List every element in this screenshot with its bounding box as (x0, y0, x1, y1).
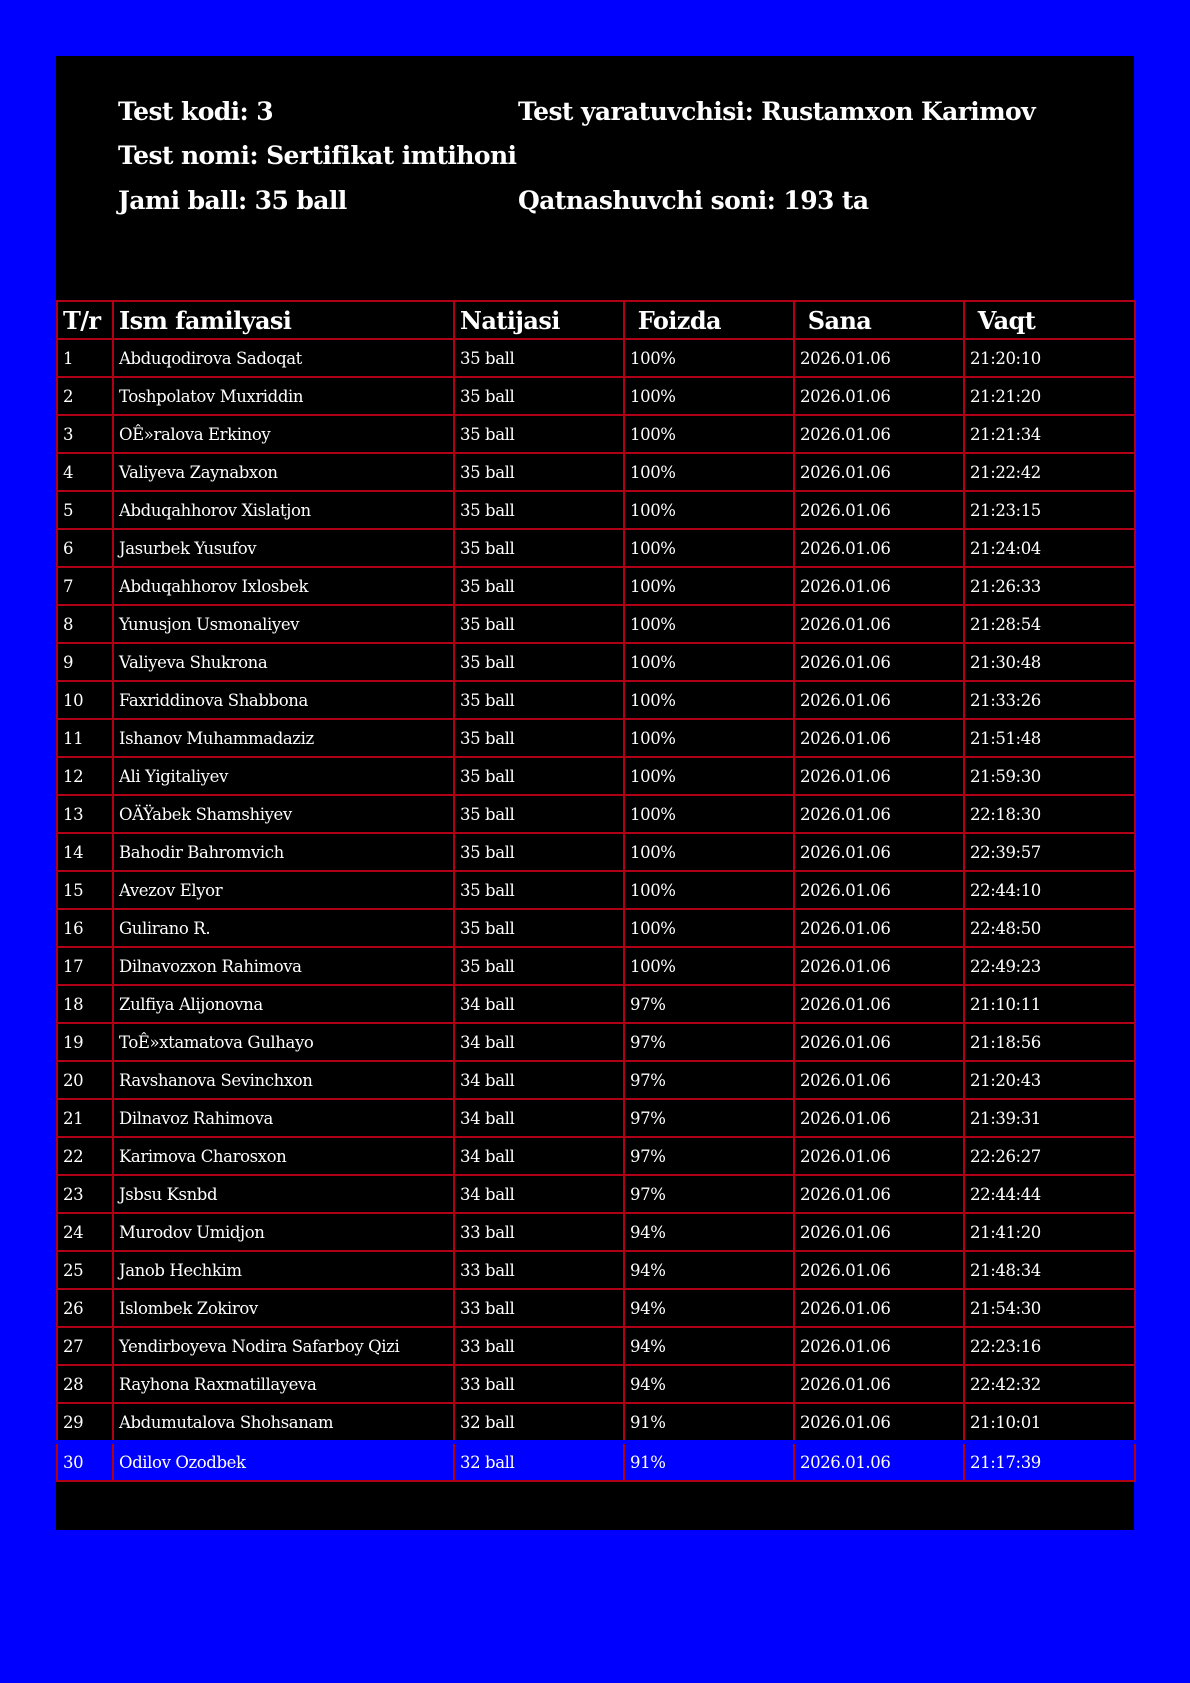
header-result: Natijasi (454, 301, 624, 339)
cell-full-name: Zulfiya Alijonovna (113, 985, 454, 1023)
cell-index: 24 (57, 1213, 113, 1251)
cell-date: 2026.01.06 (794, 795, 964, 833)
table-row (57, 795, 1135, 833)
cell-index: 25 (57, 1251, 113, 1289)
cell-index: 8 (57, 605, 113, 643)
table-row (57, 1175, 1135, 1213)
cell-percent: 97% (624, 1137, 794, 1175)
cell-date: 2026.01.06 (794, 947, 964, 985)
cell-date: 2026.01.06 (794, 985, 964, 1023)
cell-time: 22:18:30 (964, 795, 1135, 833)
cell-percent: 100% (624, 681, 794, 719)
cell-time: 22:26:27 (964, 1137, 1135, 1175)
cell-time: 21:51:48 (964, 719, 1135, 757)
cell-result: 33 ball (454, 1327, 624, 1365)
cell-full-name: Dilnavoz Rahimova (113, 1099, 454, 1137)
cell-date: 2026.01.06 (794, 491, 964, 529)
cell-index: 14 (57, 833, 113, 871)
cell-index: 18 (57, 985, 113, 1023)
cell-full-name: Dilnavozxon Rahimova (113, 947, 454, 985)
cell-index: 1 (57, 339, 113, 377)
cell-full-name: Yendirboyeva Nodira Safarboy Qizi (113, 1327, 454, 1365)
cell-time: 21:10:01 (964, 1403, 1135, 1442)
cell-result: 35 ball (454, 719, 624, 757)
cell-result: 35 ball (454, 491, 624, 529)
cell-result: 34 ball (454, 1175, 624, 1213)
cell-result: 35 ball (454, 681, 624, 719)
cell-date: 2026.01.06 (794, 1213, 964, 1251)
cell-percent: 100% (624, 415, 794, 453)
table-row (57, 871, 1135, 909)
cell-index: 23 (57, 1175, 113, 1213)
test-author: Test yaratuvchisi: Rustamxon Karimov (518, 97, 1036, 126)
table-row (57, 415, 1135, 453)
cell-time: 21:20:10 (964, 339, 1135, 377)
cell-index: 30 (57, 1442, 113, 1481)
test-code: Test kodi: 3 (118, 97, 274, 126)
cell-date: 2026.01.06 (794, 1175, 964, 1213)
cell-full-name: Avezov Elyor (113, 871, 454, 909)
table-row (57, 339, 1135, 377)
cell-full-name: Ali Yigitaliyev (113, 757, 454, 795)
table-row (57, 1403, 1135, 1442)
cell-result: 35 ball (454, 415, 624, 453)
cell-full-name: Jsbsu Ksnbd (113, 1175, 454, 1213)
test-info (118, 96, 1078, 276)
cell-result: 33 ball (454, 1289, 624, 1327)
cell-percent: 100% (624, 529, 794, 567)
cell-full-name: Gulirano R. (113, 909, 454, 947)
cell-result: 35 ball (454, 339, 624, 377)
cell-index: 2 (57, 377, 113, 415)
cell-index: 6 (57, 529, 113, 567)
table-row (57, 757, 1135, 795)
cell-result: 35 ball (454, 605, 624, 643)
cell-index: 20 (57, 1061, 113, 1099)
cell-date: 2026.01.06 (794, 1442, 964, 1481)
table-row (57, 833, 1135, 871)
table-row (57, 453, 1135, 491)
cell-index: 7 (57, 567, 113, 605)
cell-percent: 97% (624, 985, 794, 1023)
cell-time: 21:33:26 (964, 681, 1135, 719)
cell-index: 4 (57, 453, 113, 491)
cell-result: 35 ball (454, 643, 624, 681)
cell-result: 35 ball (454, 453, 624, 491)
table-row (57, 377, 1135, 415)
cell-percent: 94% (624, 1289, 794, 1327)
cell-percent: 97% (624, 1099, 794, 1137)
table-row (57, 681, 1135, 719)
cell-full-name: Valiyeva Zaynabxon (113, 453, 454, 491)
cell-time: 21:22:42 (964, 453, 1135, 491)
cell-result: 35 ball (454, 871, 624, 909)
cell-time: 21:39:31 (964, 1099, 1135, 1137)
test-name: Test nomi: Sertifikat imtihoni (118, 141, 517, 170)
cell-full-name: Abduqahhorov Xislatjon (113, 491, 454, 529)
cell-result: 32 ball (454, 1403, 624, 1442)
cell-percent: 100% (624, 909, 794, 947)
cell-index: 12 (57, 757, 113, 795)
table-row (57, 1099, 1135, 1137)
table-row (57, 529, 1135, 567)
cell-result: 34 ball (454, 1099, 624, 1137)
cell-date: 2026.01.06 (794, 1365, 964, 1403)
table-row (57, 1289, 1135, 1327)
cell-date: 2026.01.06 (794, 871, 964, 909)
cell-result: 35 ball (454, 795, 624, 833)
cell-index: 28 (57, 1365, 113, 1403)
cell-percent: 94% (624, 1327, 794, 1365)
cell-percent: 100% (624, 453, 794, 491)
header-date: Sana (794, 301, 964, 339)
cell-full-name: Karimova Charosxon (113, 1137, 454, 1175)
table-row (57, 719, 1135, 757)
cell-date: 2026.01.06 (794, 909, 964, 947)
cell-index: 21 (57, 1099, 113, 1137)
cell-index: 5 (57, 491, 113, 529)
cell-result: 35 ball (454, 757, 624, 795)
cell-full-name: Abduqodirova Sadoqat (113, 339, 454, 377)
cell-time: 22:23:16 (964, 1327, 1135, 1365)
cell-full-name: Ravshanova Sevinchxon (113, 1061, 454, 1099)
header-time: Vaqt (964, 301, 1135, 339)
cell-percent: 100% (624, 757, 794, 795)
cell-time: 21:54:30 (964, 1289, 1135, 1327)
cell-full-name: Janob Hechkim (113, 1251, 454, 1289)
cell-percent: 100% (624, 947, 794, 985)
cell-time: 21:21:20 (964, 377, 1135, 415)
cell-full-name: Odilov Ozodbek (113, 1442, 454, 1481)
cell-date: 2026.01.06 (794, 1099, 964, 1137)
table-row (57, 491, 1135, 529)
cell-percent: 91% (624, 1442, 794, 1481)
table-row (57, 643, 1135, 681)
cell-percent: 100% (624, 377, 794, 415)
cell-time: 21:17:39 (964, 1442, 1135, 1481)
table-row (57, 1365, 1135, 1403)
cell-full-name: Bahodir Bahromvich (113, 833, 454, 871)
cell-date: 2026.01.06 (794, 567, 964, 605)
cell-date: 2026.01.06 (794, 377, 964, 415)
table-row (57, 1251, 1135, 1289)
cell-percent: 97% (624, 1175, 794, 1213)
cell-time: 21:24:04 (964, 529, 1135, 567)
cell-percent: 94% (624, 1213, 794, 1251)
cell-full-name: Abduqahhorov Ixlosbek (113, 567, 454, 605)
cell-result: 35 ball (454, 567, 624, 605)
table-row (57, 1213, 1135, 1251)
cell-date: 2026.01.06 (794, 1403, 964, 1442)
table-row (57, 567, 1135, 605)
cell-date: 2026.01.06 (794, 415, 964, 453)
cell-full-name: Jasurbek Yusufov (113, 529, 454, 567)
cell-percent: 91% (624, 1403, 794, 1442)
table-row (57, 1023, 1135, 1061)
cell-date: 2026.01.06 (794, 1289, 964, 1327)
cell-percent: 100% (624, 833, 794, 871)
cell-date: 2026.01.06 (794, 757, 964, 795)
participant-count: Qatnashuvchi soni: 193 ta (518, 186, 869, 215)
cell-date: 2026.01.06 (794, 1137, 964, 1175)
header-full-name: Ism familyasi (113, 301, 454, 339)
cell-result: 33 ball (454, 1213, 624, 1251)
cell-percent: 100% (624, 719, 794, 757)
cell-time: 21:10:11 (964, 985, 1135, 1023)
cell-date: 2026.01.06 (794, 605, 964, 643)
cell-percent: 100% (624, 339, 794, 377)
cell-date: 2026.01.06 (794, 1327, 964, 1365)
cell-result: 35 ball (454, 909, 624, 947)
cell-time: 21:21:34 (964, 415, 1135, 453)
table-row (57, 1442, 1135, 1481)
cell-date: 2026.01.06 (794, 833, 964, 871)
cell-result: 32 ball (454, 1442, 624, 1481)
cell-percent: 100% (624, 643, 794, 681)
cell-result: 34 ball (454, 1023, 624, 1061)
cell-full-name: Islombek Zokirov (113, 1289, 454, 1327)
cell-date: 2026.01.06 (794, 529, 964, 567)
cell-full-name: Yunusjon Usmonaliyev (113, 605, 454, 643)
cell-percent: 94% (624, 1365, 794, 1403)
cell-date: 2026.01.06 (794, 339, 964, 377)
cell-time: 21:48:34 (964, 1251, 1135, 1289)
cell-index: 10 (57, 681, 113, 719)
cell-time: 22:48:50 (964, 909, 1135, 947)
cell-full-name: Valiyeva Shukrona (113, 643, 454, 681)
cell-percent: 97% (624, 1061, 794, 1099)
cell-date: 2026.01.06 (794, 1061, 964, 1099)
cell-percent: 100% (624, 491, 794, 529)
cell-date: 2026.01.06 (794, 1023, 964, 1061)
table-row (57, 605, 1135, 643)
cell-result: 35 ball (454, 833, 624, 871)
cell-percent: 97% (624, 1023, 794, 1061)
cell-index: 15 (57, 871, 113, 909)
cell-result: 35 ball (454, 529, 624, 567)
table-row (57, 947, 1135, 985)
table-row (57, 1061, 1135, 1099)
cell-time: 22:44:10 (964, 871, 1135, 909)
header-percent: Foizda (624, 301, 794, 339)
cell-percent: 100% (624, 567, 794, 605)
cell-percent: 100% (624, 795, 794, 833)
cell-index: 27 (57, 1327, 113, 1365)
cell-time: 22:49:23 (964, 947, 1135, 985)
cell-index: 22 (57, 1137, 113, 1175)
table-row (57, 1327, 1135, 1365)
total-score: Jami ball: 35 ball (118, 186, 347, 215)
cell-percent: 94% (624, 1251, 794, 1289)
cell-time: 21:18:56 (964, 1023, 1135, 1061)
cell-full-name: OÄŸabek Shamshiyev (113, 795, 454, 833)
cell-time: 21:41:20 (964, 1213, 1135, 1251)
cell-result: 35 ball (454, 377, 624, 415)
cell-full-name: Rayhona Raxmatillayeva (113, 1365, 454, 1403)
header-index: T/r (57, 301, 113, 339)
cell-index: 9 (57, 643, 113, 681)
cell-index: 19 (57, 1023, 113, 1061)
cell-date: 2026.01.06 (794, 719, 964, 757)
cell-full-name: Toshpolatov Muxriddin (113, 377, 454, 415)
cell-full-name: Abdumutalova Shohsanam (113, 1403, 454, 1442)
cell-date: 2026.01.06 (794, 643, 964, 681)
cell-index: 26 (57, 1289, 113, 1327)
cell-date: 2026.01.06 (794, 453, 964, 491)
cell-time: 22:44:44 (964, 1175, 1135, 1213)
cell-full-name: Murodov Umidjon (113, 1213, 454, 1251)
cell-percent: 100% (624, 871, 794, 909)
table-row (57, 1137, 1135, 1175)
cell-full-name: Ishanov Muhammadaziz (113, 719, 454, 757)
cell-time: 22:42:32 (964, 1365, 1135, 1403)
cell-result: 34 ball (454, 1137, 624, 1175)
cell-full-name: Faxriddinova Shabbona (113, 681, 454, 719)
cell-time: 21:28:54 (964, 605, 1135, 643)
table-header-row (57, 301, 1135, 339)
cell-full-name: ToÊ»xtamatova Gulhayo (113, 1023, 454, 1061)
table-row (57, 909, 1135, 947)
cell-time: 21:23:15 (964, 491, 1135, 529)
cell-full-name: OÊ»ralova Erkinoy (113, 415, 454, 453)
cell-date: 2026.01.06 (794, 681, 964, 719)
cell-index: 17 (57, 947, 113, 985)
cell-time: 21:20:43 (964, 1061, 1135, 1099)
cell-date: 2026.01.06 (794, 1251, 964, 1289)
cell-index: 3 (57, 415, 113, 453)
cell-time: 21:26:33 (964, 567, 1135, 605)
cell-percent: 100% (624, 605, 794, 643)
cell-index: 13 (57, 795, 113, 833)
cell-time: 21:59:30 (964, 757, 1135, 795)
cell-time: 22:39:57 (964, 833, 1135, 871)
cell-result: 33 ball (454, 1251, 624, 1289)
table-row (57, 985, 1135, 1023)
cell-result: 35 ball (454, 947, 624, 985)
results-table (56, 300, 1136, 1482)
cell-result: 33 ball (454, 1365, 624, 1403)
cell-result: 34 ball (454, 1061, 624, 1099)
cell-result: 34 ball (454, 985, 624, 1023)
cell-time: 21:30:48 (964, 643, 1135, 681)
cell-index: 11 (57, 719, 113, 757)
cell-index: 29 (57, 1403, 113, 1442)
table-body (57, 339, 1135, 1481)
cell-index: 16 (57, 909, 113, 947)
results-sheet (56, 56, 1134, 1530)
